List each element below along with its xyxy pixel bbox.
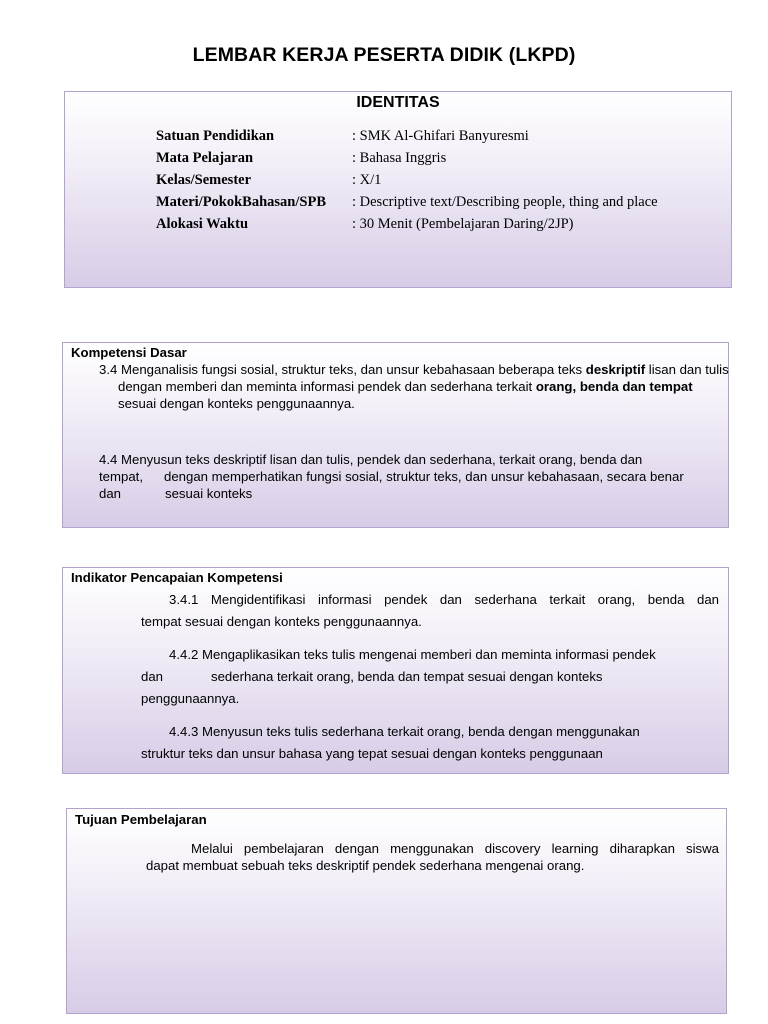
ident-value: : SMK Al-Ghifari Banyuresmi bbox=[352, 128, 529, 144]
ident-label: Alokasi Waktu bbox=[156, 216, 249, 232]
page-title: LEMBAR KERJA PESERTA DIDIK (LKPD) bbox=[192, 44, 576, 66]
ind-3-4-1-line1: 3.4.1 Mengidentifikasi informasi pendek dan sederhana terkait orang, benda dan bbox=[169, 592, 719, 607]
kd-3-4-bold-orang: orang, benda dan tempat bbox=[535, 379, 693, 394]
ident-value: : X/1 bbox=[352, 172, 382, 188]
kd-3-4-part3: sesuai dengan konteks penggunaannya. bbox=[118, 396, 355, 411]
tujuan-line2: dapat membuat sebuah teks deskriptif pendek sederhana mengenai orang. bbox=[146, 858, 585, 873]
ident-label: Materi/PokokBahasan/SPB bbox=[156, 194, 326, 210]
kd-4-4-line3a: dan bbox=[99, 486, 122, 501]
tujuan-heading: Tujuan Pembelajaran bbox=[75, 812, 207, 827]
ident-label: Kelas/Semester bbox=[156, 172, 252, 188]
kd-3-4-text bbox=[99, 361, 734, 412]
kd-4-4-line3b: sesuai konteks bbox=[165, 486, 253, 501]
ident-value: : Bahasa Inggris bbox=[352, 150, 447, 166]
ident-label: Mata Pelajaran bbox=[156, 150, 254, 166]
tujuan-line1: Melalui pembelajaran dengan menggunakan discovery learning diharapkan siswa bbox=[191, 841, 719, 856]
ind-4-4-2-line1: 4.4.2 Mengaplikasikan teks tulis mengenai memberi dan meminta informasi pendek bbox=[169, 647, 656, 662]
kompetensi-dasar-heading: Kompetensi Dasar bbox=[71, 345, 187, 360]
ind-4-4-2-line2b: sederhana terkait orang, benda dan tempat sesuai dengan konteks bbox=[211, 669, 603, 684]
kd-4-4-line2a: tempat, bbox=[99, 469, 143, 484]
ind-4-4-2-line2a: dan bbox=[141, 669, 164, 684]
ind-4-4-3-line1: 4.4.3 Menyusun teks tulis sederhana terkait orang, benda dengan menggunakan bbox=[169, 724, 640, 739]
ident-value: : 30 Menit (Pembelajaran Daring/2JP) bbox=[352, 216, 574, 232]
kd-3-4-part2: lisan dan tulis dengan memberi dan meminta informasi pendek dan sederhana terkait bbox=[118, 362, 729, 394]
kd-3-4-part1: 3.4 Menganalisis fungsi sosial, struktur teks, dan unsur kebahasaan beberapa teks bbox=[99, 362, 586, 377]
ident-value: : Descriptive text/Describing people, thing and place bbox=[352, 194, 658, 210]
kompetensi-dasar-panel bbox=[62, 342, 729, 528]
ind-4-4-3-line2: struktur teks dan unsur bahasa yang tepat sesuai dengan konteks penggunaan bbox=[141, 746, 603, 761]
kd-3-4-bold-deskriptif: deskriptif bbox=[585, 362, 646, 377]
kd-4-4-line1: 4.4 Menyusun teks deskriptif lisan dan tulis, pendek dan sederhana, terkait orang, benda dan bbox=[99, 452, 643, 467]
ident-label: Satuan Pendidikan bbox=[156, 128, 275, 144]
indikator-heading: Indikator Pencapaian Kompetensi bbox=[71, 570, 283, 585]
tujuan-panel bbox=[66, 808, 727, 1014]
identitas-panel bbox=[64, 91, 732, 288]
indikator-panel bbox=[62, 567, 729, 774]
ind-3-4-1-line2: tempat sesuai dengan konteks penggunaannya. bbox=[141, 614, 422, 629]
kd-4-4-line2b: dengan memperhatikan fungsi sosial, struktur teks, dan unsur kebahasaan, secara benar bbox=[164, 469, 684, 484]
ind-4-4-2-line3: penggunaannya. bbox=[141, 691, 240, 706]
identitas-heading: IDENTITAS bbox=[356, 94, 440, 111]
